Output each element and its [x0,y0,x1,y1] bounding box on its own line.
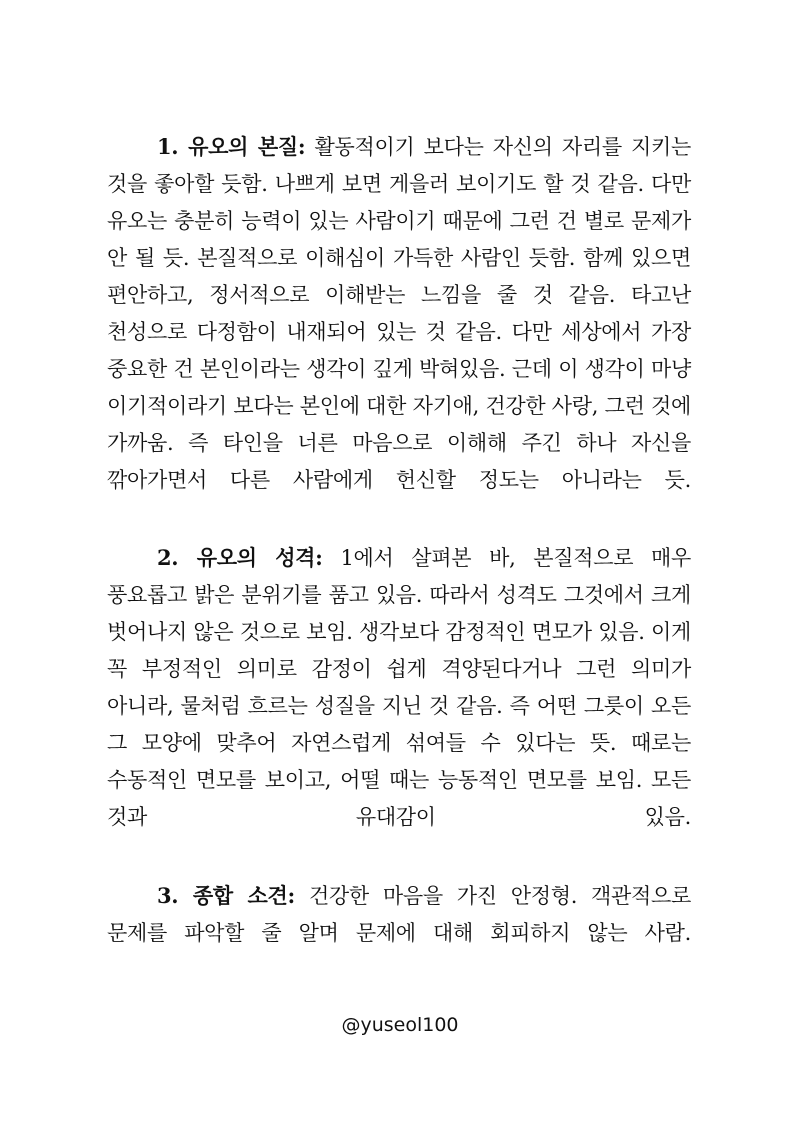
section-body: 활동적이기 보다는 자신의 자리를 지키는 것을 좋아할 듯함. 나쁘게 보면 게을러 보이기도 할 것 같음. 다만 유오는 충분히 능력이 있는 사람이기 때문에 그런 건 별로 문제가 안 될 듯. 본질적으로 이해심이 가득한 사람인 듯함. 함께 있으면 편안하고, 정서적으로 이해받는 느낌을 줄 것 같음. 타고난 천성으로 다정함이 내재되어 있는 것 같음. 다만 세상에서 가장 중요한 건 본인이라는 생각이 깊게 박혀있음. 근데 이 생각이 마냥 이기적이라기 보다는 본인에 대한 자기애, 건강한 사랑, 그런 것에 가까움. 즉 타인을 너른 마음으로 이해해 주긴 하나 자신을 깎아가면서 다른 사람에게 헌신할 정도는 아니라는 듯. [107,135,691,492]
section-heading: 1. 유오의 본질: [157,134,306,159]
section-personality [107,539,691,873]
section-heading: 2. 유오의 성격: [157,545,323,570]
section-paragraph [107,128,691,536]
section-paragraph [107,877,691,989]
section-body: 1에서 살펴본 바, 본질적으로 매우 풍요롭고 밝은 분위기를 품고 있음. 따라서 성격도 그것에서 크게 벗어나지 않은 것으로 보임. 생각보다 감정적인 면모가 있음. 이게 꼭 부정적인 의미로 감정이 쉽게 격양된다거나 그런 의미가 아니라, 물처럼 흐르는 성질을 지닌 것 같음. 즉 어떤 그릇이 오든 그 모양에 맞추어 자연스럽게 섞여들 수 있다는 뜻. 때로는 수동적인 면모를 보이고, 어떨 때는 능동적인 면모를 보임. 모든 것과 유대감이 있음. [107,546,691,829]
section-summary [107,877,691,989]
section-heading: 3. 종합 소견: [157,883,295,908]
section-essence [107,128,691,536]
author-handle: @yuseol100 [341,1014,459,1036]
section-body: 건강한 마음을 가진 안정형. 객관적으로 문제를 파악할 줄 알며 문제에 대해 회피하지 않는 사람. [107,884,691,945]
section-paragraph [107,539,691,873]
